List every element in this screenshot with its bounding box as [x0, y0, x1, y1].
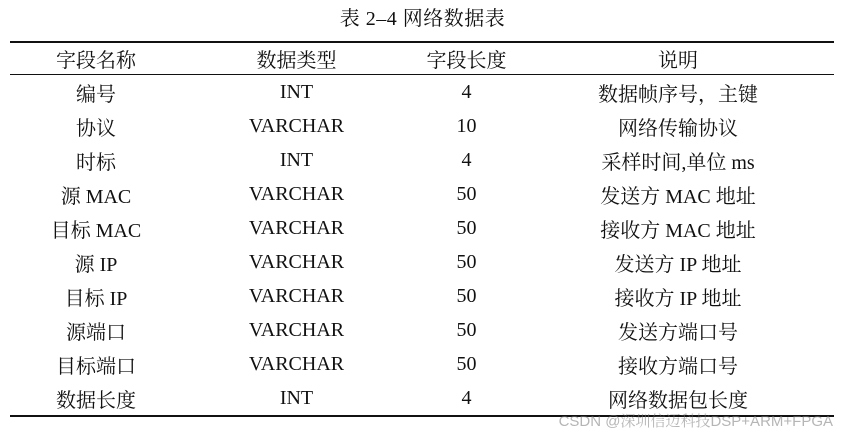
cell-data-type: INT	[279, 386, 314, 409]
header-field-name: 字段名称	[56, 50, 136, 72]
cell-field-name: 目标 MAC	[50, 219, 142, 242]
cell-description: 发送方端口号	[618, 321, 738, 344]
header-description: 说明	[658, 50, 698, 72]
cell-data-type: VARCHAR	[248, 114, 345, 137]
table-caption: 表 2–4 网络数据表	[339, 8, 506, 30]
cell-description: 采样时间,单位 ms	[601, 151, 755, 174]
cell-field-name: 协议	[76, 117, 116, 140]
cell-field-name: 编号	[76, 83, 116, 106]
cell-data-type: VARCHAR	[248, 352, 345, 375]
cell-description: 接收方 IP 地址	[614, 287, 742, 310]
header-field-length: 字段长度	[426, 50, 507, 72]
cell-field-length: 4	[461, 80, 472, 103]
cell-field-name: 数据长度	[56, 389, 136, 412]
cell-field-name: 时标	[76, 151, 116, 174]
cell-data-type: INT	[279, 80, 314, 103]
cell-description: 接收方 MAC 地址	[600, 219, 756, 242]
cell-data-type: VARCHAR	[248, 182, 345, 205]
cell-data-type: INT	[279, 148, 314, 171]
cell-field-name: 源 IP	[74, 253, 118, 276]
cell-field-name: 目标 IP	[64, 287, 128, 310]
cell-field-length: 50	[456, 250, 477, 273]
header-row	[10, 42, 834, 75]
cell-field-name: 源 MAC	[60, 185, 132, 208]
cell-description: 发送方 MAC 地址	[600, 185, 756, 208]
table-row	[10, 177, 834, 211]
table-row	[10, 347, 834, 381]
cell-field-length: 50	[456, 216, 477, 239]
network-data-table	[10, 41, 834, 417]
cell-field-length: 4	[461, 386, 472, 409]
table-header	[10, 42, 834, 75]
header-data-type: 数据类型	[256, 50, 337, 72]
cell-field-name: 目标端口	[56, 355, 136, 378]
table-row	[10, 313, 834, 347]
cell-description: 发送方 IP 地址	[614, 253, 742, 276]
table-row	[10, 211, 834, 245]
table-row	[10, 279, 834, 313]
table-row	[10, 143, 834, 177]
cell-description: 网络传输协议	[618, 117, 738, 140]
cell-field-length: 50	[456, 284, 477, 307]
cell-field-length: 50	[456, 182, 477, 205]
watermark-text: CSDN @深圳信迈科技DSP+ARM+FPGA	[558, 413, 833, 430]
cell-data-type: VARCHAR	[248, 318, 345, 341]
cell-field-length: 50	[456, 318, 477, 341]
table-row	[10, 245, 834, 279]
cell-field-length: 10	[456, 114, 477, 137]
cell-data-type: VARCHAR	[248, 216, 345, 239]
cell-description: 接收方端口号	[618, 355, 738, 378]
cell-field-name: 源端口	[66, 321, 126, 344]
cell-description: 数据帧序号，主键	[598, 83, 758, 106]
cell-data-type: VARCHAR	[248, 284, 345, 307]
table-row	[10, 109, 834, 143]
cell-data-type: VARCHAR	[248, 250, 345, 273]
cell-field-length: 50	[456, 352, 477, 375]
table-row	[10, 75, 834, 110]
table-body	[10, 75, 834, 417]
cell-field-length: 4	[461, 148, 472, 171]
cell-description: 网络数据包长度	[608, 389, 748, 412]
